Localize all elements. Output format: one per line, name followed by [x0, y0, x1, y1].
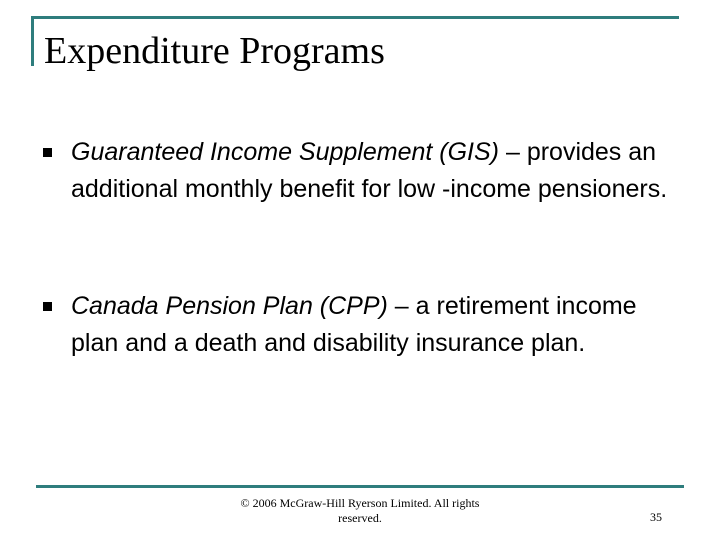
- page-number: 35: [650, 510, 662, 524]
- bullet-item-gis: [71, 134, 681, 208]
- bullet-separator: –: [499, 138, 527, 166]
- title-left-rule: [31, 16, 34, 66]
- slide-title: Expenditure Programs: [44, 30, 385, 72]
- title-top-rule: [31, 16, 679, 19]
- bullet-text: provides an additional monthly benefit for low -income pensioners.: [71, 138, 668, 203]
- footer-rule: [36, 485, 684, 488]
- bullet-term: Guaranteed Income Supplement (GIS): [71, 138, 500, 166]
- copyright-notice: © 2006 McGraw-Hill Ryerson Limited. All rights reserved.: [240, 496, 480, 525]
- bullet-separator: –: [387, 292, 416, 320]
- bullet-term: Canada Pension Plan (CPP): [71, 292, 388, 320]
- bullet-item-cpp: [71, 288, 681, 362]
- bullet-text: a retirement income plan and a death and disability insurance plan.: [71, 292, 637, 357]
- square-bullet-icon: [43, 302, 52, 311]
- square-bullet-icon: [43, 148, 52, 157]
